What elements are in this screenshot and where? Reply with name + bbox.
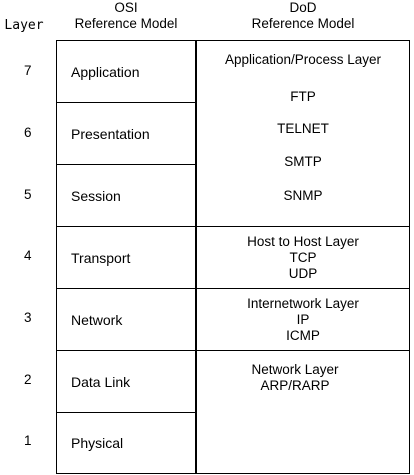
osi-layer-label: Network [71, 311, 123, 328]
osi-header-subtitle: Reference Model [74, 16, 178, 31]
osi-layer-label: Session [71, 187, 121, 204]
dod-header-title: DoD [289, 0, 317, 15]
osi-layer-label: Physical [71, 435, 124, 451]
layer-number-4: 4 [24, 248, 32, 263]
dod-protocol-item: UDP [288, 266, 318, 281]
osi-header-title: OSI [114, 0, 138, 15]
layer-number-6: 6 [24, 125, 32, 140]
dod-protocol-item: TELNET [277, 121, 329, 136]
dod-layer-network [196, 350, 410, 474]
dod-layer-title: Application/Process Layer [224, 52, 382, 67]
osi-layer-label: Transport [71, 249, 131, 266]
dod-layer-host-to-host [196, 226, 410, 289]
osi-layer-presentation [56, 102, 196, 165]
osi-column-header [56, 0, 196, 32]
dod-layer-title: Host to Host Layer [247, 234, 359, 249]
dod-header-subtitle: Reference Model [251, 16, 355, 31]
dod-layer-internetwork [196, 288, 410, 351]
osi-layer-label: Presentation [71, 125, 150, 142]
dod-protocol-item: IP [296, 312, 310, 327]
layer-number-7: 7 [24, 63, 32, 78]
dod-protocol-item: TCP [289, 250, 317, 265]
osi-layer-data-link [56, 350, 196, 413]
dod-protocol-item: FTP [290, 89, 316, 104]
layer-number-5: 5 [24, 187, 32, 202]
layer-number-3: 3 [24, 310, 32, 325]
dod-column-header [196, 0, 410, 32]
dod-layer-application-process [196, 40, 410, 227]
dod-protocol-item: SNMP [283, 188, 323, 203]
layer-column-header: Layer [4, 18, 44, 33]
dod-layer-title: Network Layer [251, 362, 339, 377]
osi-layer-session [56, 164, 196, 227]
osi-layer-label: Data Link [71, 373, 131, 390]
osi-layer-physical [56, 412, 196, 474]
osi-layer-transport [56, 226, 196, 289]
dod-layer-title: Internetwork Layer [247, 296, 359, 311]
dod-protocol-item: SMTP [284, 154, 322, 169]
layer-number-2: 2 [24, 372, 32, 387]
osi-layer-label: Application [71, 63, 140, 80]
osi-layer-network [56, 288, 196, 351]
layer-number-1: 1 [24, 433, 32, 448]
osi-layer-application [56, 40, 196, 103]
dod-protocol-item: ARP/RARP [260, 378, 330, 393]
dod-protocol-item: ICMP [286, 328, 320, 343]
